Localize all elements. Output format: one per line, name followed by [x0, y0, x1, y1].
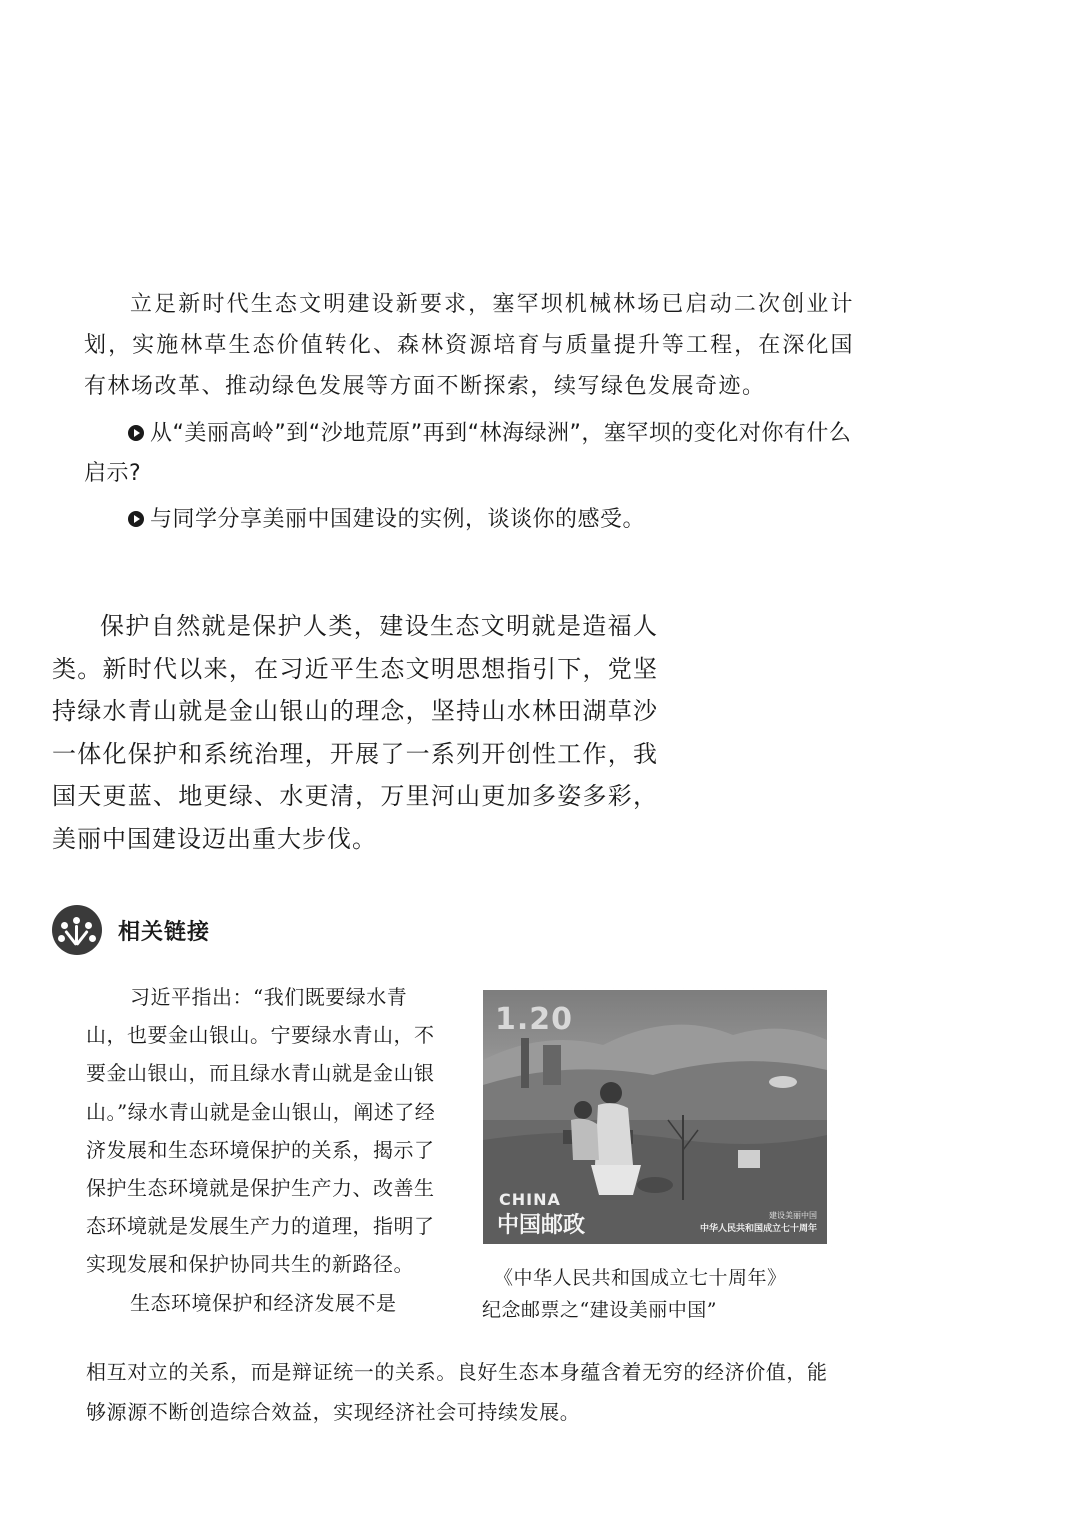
stamp-series-line2: 中华人民共和国成立七十周年	[699, 1224, 817, 1234]
related-link-body	[86, 978, 436, 1322]
related-link-tail	[86, 1352, 846, 1432]
caption-line2: 纪念邮票之“建设美丽中国”	[482, 1299, 717, 1321]
related-link-icon	[52, 905, 102, 955]
play-icon	[128, 511, 144, 527]
play-icon	[128, 425, 144, 441]
related-link-paragraph: 习近平指出：“我们既要绿水青山，也要金山银山。宁要绿水青山，不要金山银山，而且绿水青山就是金山银山。”绿水青山就是金山银山，阐述了经济发展和生态环境保护的关系，揭示了保护生态环境就是保护生产力、改善生态环境就是发展生产力的道理，指明了实现发展和保护协同共生的新路径。	[86, 985, 436, 1277]
related-link-header	[52, 904, 210, 956]
intro-paragraph: 立足新时代生态文明建设新要求，塞罕坝机械林场已启动二次创业计划，实施林草生态价值转化、森林资源培育与质量提升等工程，在深化国有林场改革、推动绿色发展等方面不断探索，续写绿色发展奇迹。	[84, 292, 854, 399]
stamp-country: CHINA	[499, 1190, 561, 1209]
question-item	[84, 414, 854, 494]
stamp-series	[700, 1210, 817, 1234]
stamp-image	[477, 984, 833, 1250]
stamp-caption	[482, 1262, 852, 1326]
main-paragraph: 保护自然就是保护人类，建设生态文明就是造福人类。新时代以来，在习近平生态文明思想指引下，党坚持绿水青山就是金山银山的理念，坚持山水林田湖草沙一体化保护和系统治理，开展了一系列开创性工作，我国天更蓝、地更绿、水更清，万里河山更加多姿多彩，美丽中国建设迈出重大步伐。	[52, 612, 658, 853]
intro-section	[84, 284, 854, 407]
question-text: 从“美丽高岭”到“沙地荒原”再到“林海绿洲”，塞罕坝的变化对你有什么启示?	[84, 421, 852, 486]
caption-line1: 《中华人民共和国成立七十周年》	[494, 1267, 787, 1289]
questions-section	[84, 414, 854, 546]
stamp-series-line1: 建设美丽中国	[769, 1211, 817, 1220]
related-link-paragraph-start: 生态环境保护和经济发展不是	[130, 1290, 397, 1315]
stamp-value: 1.20	[495, 1002, 574, 1037]
question-text: 与同学分享美丽中国建设的实例，谈谈你的感受。	[150, 507, 646, 532]
stamp-artwork	[483, 990, 827, 1244]
question-item	[84, 500, 854, 540]
stamp-post: 中国邮政	[497, 1213, 586, 1238]
main-section	[52, 605, 658, 860]
related-link-title: 相关链接	[118, 919, 211, 945]
related-link-paragraph-rest: 相互对立的关系，而是辩证统一的关系。良好生态本身蕴含着无穷的经济价值，能够源源不断创造综合效益，实现经济社会可持续发展。	[86, 1360, 828, 1424]
